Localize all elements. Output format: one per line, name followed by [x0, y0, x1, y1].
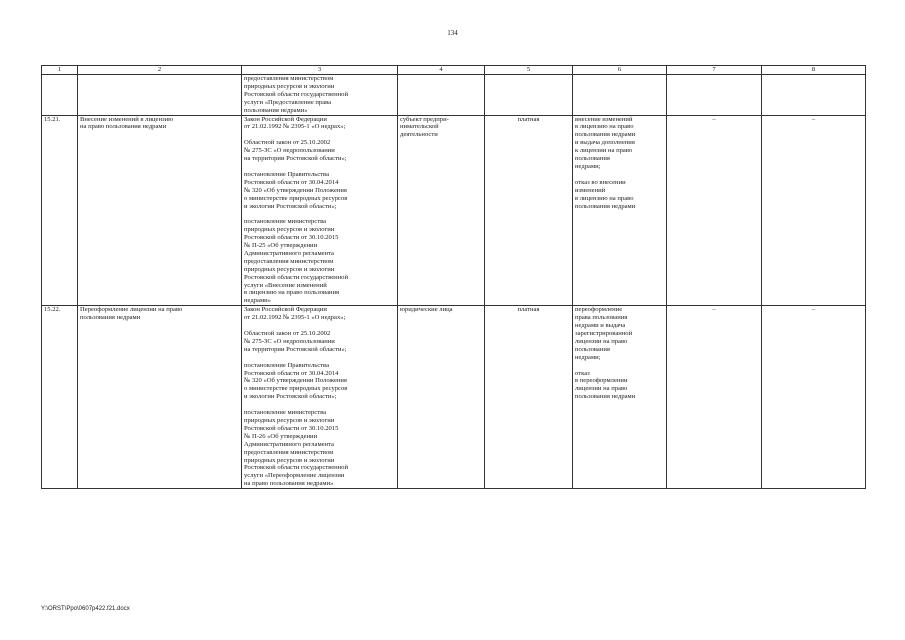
- column-7-cell: –: [667, 115, 762, 306]
- payment-cell: платная: [485, 115, 573, 306]
- column-number-header: 1: [42, 66, 78, 75]
- recipient-cell: [398, 75, 485, 116]
- result-cell: переоформление права пользования недрами и выдача зарегистрированной лицензии на право пользования недрами; отказ в переоформлении лицензии на право пользования недрами: [573, 306, 667, 489]
- service-name-cell: Внесение изменений в лицензию на право пользования недрами: [78, 115, 242, 306]
- column-number-header: 4: [398, 66, 485, 75]
- column-8-cell: –: [762, 306, 866, 489]
- column-8-cell: –: [762, 115, 866, 306]
- payment-cell: платная: [485, 306, 573, 489]
- column-number-row: [42, 66, 866, 75]
- table-row: [42, 75, 866, 116]
- column-number-header: 5: [485, 66, 573, 75]
- payment-cell: [485, 75, 573, 116]
- column-number-header: 3: [242, 66, 398, 75]
- row-number-cell: [42, 75, 78, 116]
- column-number-header: 7: [667, 66, 762, 75]
- service-name-cell: Переоформление лицензии на право пользования недрами: [78, 306, 242, 489]
- legal-basis-cell: Закон Российской Федерации от 21.02.1992 № 2395-1 «О недрах»; Областной закон от 25.10.2002 № 275-ЗС «О недропользовании на территории Ростовской области»; постановление Правительства Ростовской области от 30.04.2014 № 320 «Об утверждении Положения о министерстве природных ресурсов и экологии Ростовской области»; постановление министерства природных ресурсов и экологии Ростовской области от 30.10.2015 № П-25 «Об утверждении Административного регламента предоставления министерством природных ресурсов и экологии Ростовской области государственной услуги «Внесение изменений в лицензию на право пользования недрами»: [242, 115, 398, 306]
- result-cell: внесение изменений в лицензию на право пользования недрами и выдача дополнения к лицензии на право пользования недрами; отказ во внесении изменений в лицензию на право пользования недрами: [573, 115, 667, 306]
- column-number-header: 6: [573, 66, 667, 75]
- column-8-cell: [762, 75, 866, 116]
- column-7-cell: [667, 75, 762, 116]
- services-table: [41, 65, 866, 489]
- file-path-footer: Y:\ORST\Ppo\0607p422.f21.docx: [41, 606, 130, 612]
- page-number: 134: [447, 29, 458, 37]
- row-number-cell: 15.21.: [42, 115, 78, 306]
- legal-basis-cell: Закон Российской Федерации от 21.02.1992 № 2395-1 «О недрах»; Областной закон от 25.10.2002 № 275-ЗС «О недропользовании на территории Ростовской области»; постановление Правительства Ростовской области от 30.04.2014 № 320 «Об утверждении Положения о министерстве природных ресурсов и экологии Ростовской области»; постановление министерства природных ресурсов и экологии Ростовской области от 30.10.2015 № П-26 «Об утверждении Административного регламента предоставления министерством природных ресурсов и экологии Ростовской области государственной услуги «Переоформление лицензии на право пользования недрами»: [242, 306, 398, 489]
- legal-basis-cell: предоставления министерством природных ресурсов и экологии Ростовской области государственной услуги «Предоставление права пользования недрами»: [242, 75, 398, 116]
- recipient-cell: субъект предпри- нимательской деятельности: [398, 115, 485, 306]
- result-cell: [573, 75, 667, 116]
- service-name-cell: [78, 75, 242, 116]
- table-row: [42, 115, 866, 306]
- column-number-header: 2: [78, 66, 242, 75]
- column-number-header: 8: [762, 66, 866, 75]
- table-row: [42, 306, 866, 489]
- recipient-cell: юридические лица: [398, 306, 485, 489]
- row-number-cell: 15.22.: [42, 306, 78, 489]
- column-7-cell: –: [667, 306, 762, 489]
